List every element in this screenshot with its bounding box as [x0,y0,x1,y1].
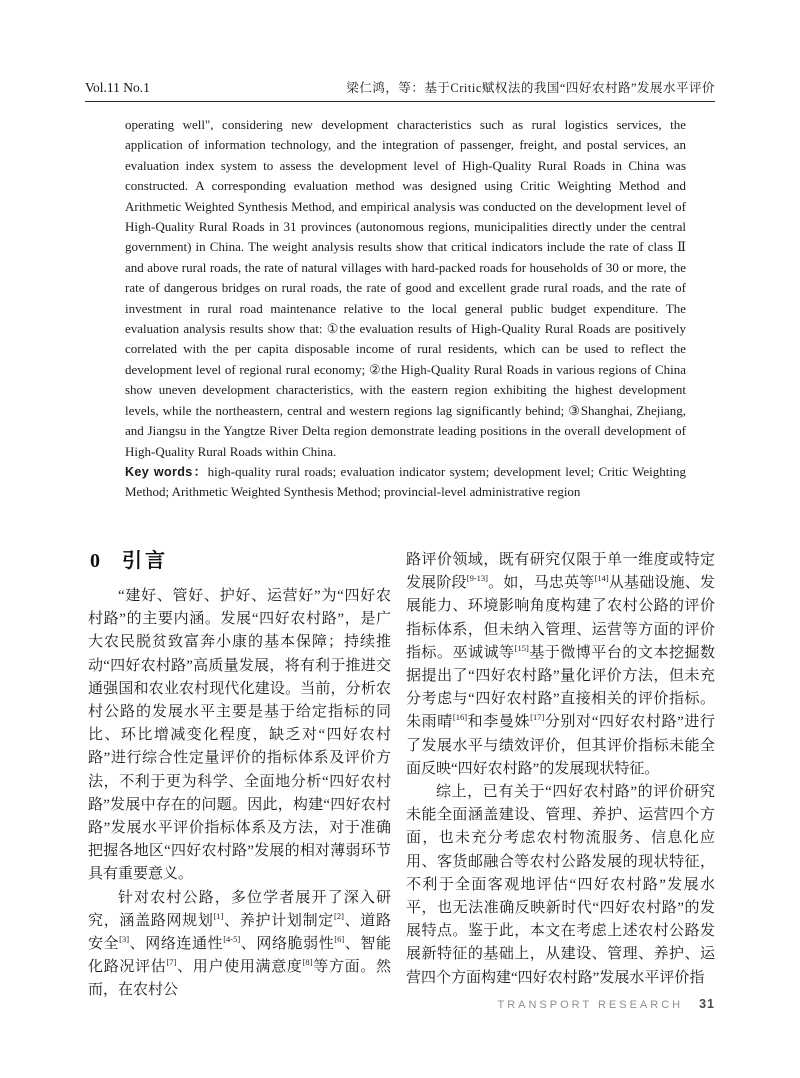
paragraph: 综上，已有关于“四好农村路”的评价研究未能全面涵盖建设、管理、养护、运营四个方面，也未充分考虑农村物流服务、信息化应用、客货邮融合等农村公路发展的现状特征，不利于全面客观地评估“四好农村路”发展水平，也无法准确反映新时代“四好农村路”的发展特点。鉴于此，本文在考虑上述农村公路发展新特征的基础上，从建设、管理、养护、运营四个方面构建“四好农村路”发展水平评价指 [406,784,715,986]
header-divider [85,101,715,102]
column-right [406,549,715,990]
page-number: 31 [699,997,715,1011]
section-heading [90,544,168,573]
keywords-text: high-quality rural roads; evaluation indicator system; development level; Critic Weighting Method; Arithmetic Weighted Synthesis Method; provincial-level administrative region [125,463,687,500]
section-number: 0 [90,550,100,572]
section-title: 引言 [122,550,168,572]
keywords-line [125,462,686,503]
journal-name: TRANSPORT RESEARCH [497,999,684,1011]
abstract-block [125,115,686,503]
paragraph: 路评价领域，既有研究仅限于单一维度或特定发展阶段[9-13]。如，马忠英等[14]从基础设施、发展能力、环境影响角度构建了农村公路的评价指标体系，但未纳入管理、运营等方面的评价指标。巫诚诚等[15]基于微博平台的文本挖掘数据提出了“四好农村路”量化评价方法，但未充分考虑与“四好农村路”直接相关的评价指标。朱雨晴[16]和李曼姝[17]分别对“四好农村路”进行了发展水平与绩效评价，但其评价指标未能全面反映“四好农村路”的发展现状特征。 [406,552,715,777]
keywords-separator: ： [192,464,208,479]
abstract-text: operating well", considering new development characteristics such as rural logistics services, the application of information technology, and the integration of passenger, freight, and postal services, an evaluation index system to assess the development level of High-Quality Rural Roads in China was constructed. A corresponding evaluation method was designed using Critic Weighting Method and Arithmetic Weighted Synthesis Method, and empirical analysis was conducted on the development level of High-Quality Rural Roads in 31 provinces (autonomous regions, municipalities directly under the central government) in China. The weight analysis results show that critical indicators include the rate of class Ⅱ and above rural roads, the rate of natural villages with hard-packed roads for households of 30 or more, the rate of dangerous bridges on rural roads, the rate of good and excellent grade rural roads, and the rate of investment in rural road maintenance relative to the local general public budget expenditure. The evaluation analysis results show that: ①the evaluation results of High-Quality Rural Roads are positively correlated with the per capita disposable income of rural residents, which can be used to reflect the development level of regional rural economy; ②the High-Quality Rural Roads in various regions of China show uneven development characteristics, with the eastern region exhibiting the highest development levels, while the northeastern, central and western regions lag significantly behind; ③Shanghai, Zhejiang, and Jiangsu in the Yangtze River Delta region demonstrate leading positions in the overall development of High-Quality Rural Roads within China. [125,117,686,459]
paragraph: “建好、管好、护好、运营好”为“四好农村路”的主要内涵。发展“四好农村路”，是广大农民脱贫致富奔小康的基本保障；持续推动“四好农村路”高质量发展，将有利于推进交通强国和农业农村现代化建设。当前，分析农村公路的发展水平主要是基于给定指标的同比、环比增减变化程度，缺乏对“四好农村路”进行综合性定量评价的指标体系及评价方法，不利于更为科学、全面地分析“四好农村路”发展中存在的问题。因此，构建“四好农村路”发展水平评价指标体系及方法，对于准确把握各地区“四好农村路”发展的相对薄弱环节具有重要意义。 [88,588,391,883]
running-title: 梁仁鸿，等：基于Critic赋权法的我国“四好农村路”发展水平评价 [346,81,715,95]
paragraph: 针对农村公路，多位学者展开了深入研究，涵盖路网规划[1]、养护计划制定[2]、道路安全[3]、网络连通性[4-5]、网络脆弱性[6]、智能化路况评估[7]、用户使用满意度[8]等方面。然而，在农村公 [88,889,391,999]
volume-label: Vol.11 No.1 [85,80,150,95]
page-header [85,78,715,96]
page-footer [497,997,715,1011]
keywords-label: Key words [125,464,193,479]
column-left [88,585,391,1003]
